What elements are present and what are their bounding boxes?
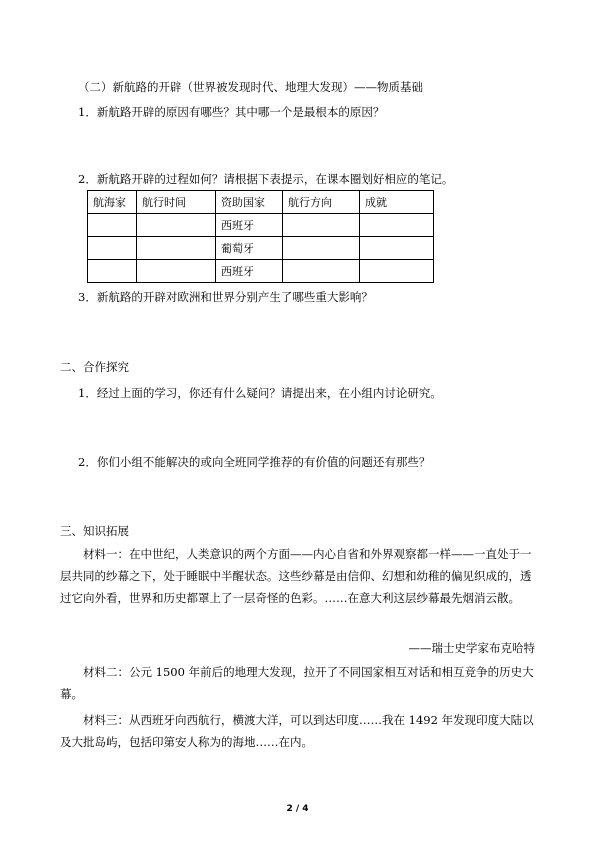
material-1-attribution: ——瑞士史学家布克哈特 [408, 641, 535, 655]
table-cell [137, 260, 216, 283]
material-1-paragraph [60, 543, 536, 609]
cooperation-question-2: 2．你们小组不能解决的或向全班同学推荐的有价值的问题还有那些？ [78, 455, 431, 469]
table-header-cell: 成就 [360, 191, 434, 214]
table-header-cell: 资助国家 [216, 191, 283, 214]
material-2-paragraph [60, 661, 536, 705]
table-header-row [88, 191, 434, 214]
table-header-cell: 航海家 [88, 191, 137, 214]
cooperation-question-1: 1．经过上面的学习，你还有什么疑问？请提出来，在小组内讨论研究。 [78, 386, 442, 400]
table-row [88, 237, 434, 260]
material-1-text: 材料一：在中世纪，人类意识的两个方面——内心自省和外界观察都一样——一直处于一层共同的纱幕之下，处于睡眠中半醒状态。这些纱幕是由信仰、幻想和幼稚的偏见织成的，透过它向外看，世界和历史都罩上了一层奇怪的色彩。……在意大利这层纱幕最先烟消云散。 [60, 547, 532, 605]
question-2-process: 2．新航路开辟的过程如何？请根据下表提示，在课本圈划好相应的笔记。 [78, 172, 454, 186]
table-header-cell: 航行方向 [283, 191, 360, 214]
material-3-text: 材料三：从西班牙向西航行，横渡大洋，可以到达印度……我在 1492 年发现印度大陆以及大批岛屿，包括印第安人称为的海地……在内。 [60, 713, 534, 749]
table-cell: 西班牙 [216, 260, 283, 283]
material-2-text: 材料二：公元 1500 年前后的地理大发现，拉开了不同国家相互对话和相互竞争的历史大幕。 [60, 665, 534, 701]
table-cell [283, 237, 360, 260]
table-row [88, 260, 434, 283]
table-cell [283, 214, 360, 237]
page-number: 2 / 4 [286, 804, 309, 814]
section-heading-new-routes: （二）新航路的开辟（世界被发现时代、地理大发现）——物质基础 [78, 80, 423, 94]
voyage-table [87, 190, 434, 283]
table-cell [137, 237, 216, 260]
table-cell [88, 214, 137, 237]
table-cell [283, 260, 360, 283]
material-3-paragraph [60, 709, 536, 753]
table-cell: 葡萄牙 [216, 237, 283, 260]
table-cell [88, 237, 137, 260]
table-cell: 西班牙 [216, 214, 283, 237]
table-cell [88, 260, 137, 283]
table-header-cell: 航行时间 [137, 191, 216, 214]
question-3-impact: 3．新航路的开辟对欧洲和世界分别产生了哪些重大影响？ [78, 290, 373, 304]
table-row [88, 214, 434, 237]
table-cell [137, 214, 216, 237]
table-cell [360, 260, 434, 283]
table-cell [360, 214, 434, 237]
table-cell [360, 237, 434, 260]
extension-heading: 三、知识拓展 [60, 524, 129, 538]
cooperation-heading: 二、合作探究 [60, 360, 129, 374]
question-1-causes: 1．新航路开辟的原因有哪些？其中哪一个是最根本的原因？ [78, 105, 385, 119]
